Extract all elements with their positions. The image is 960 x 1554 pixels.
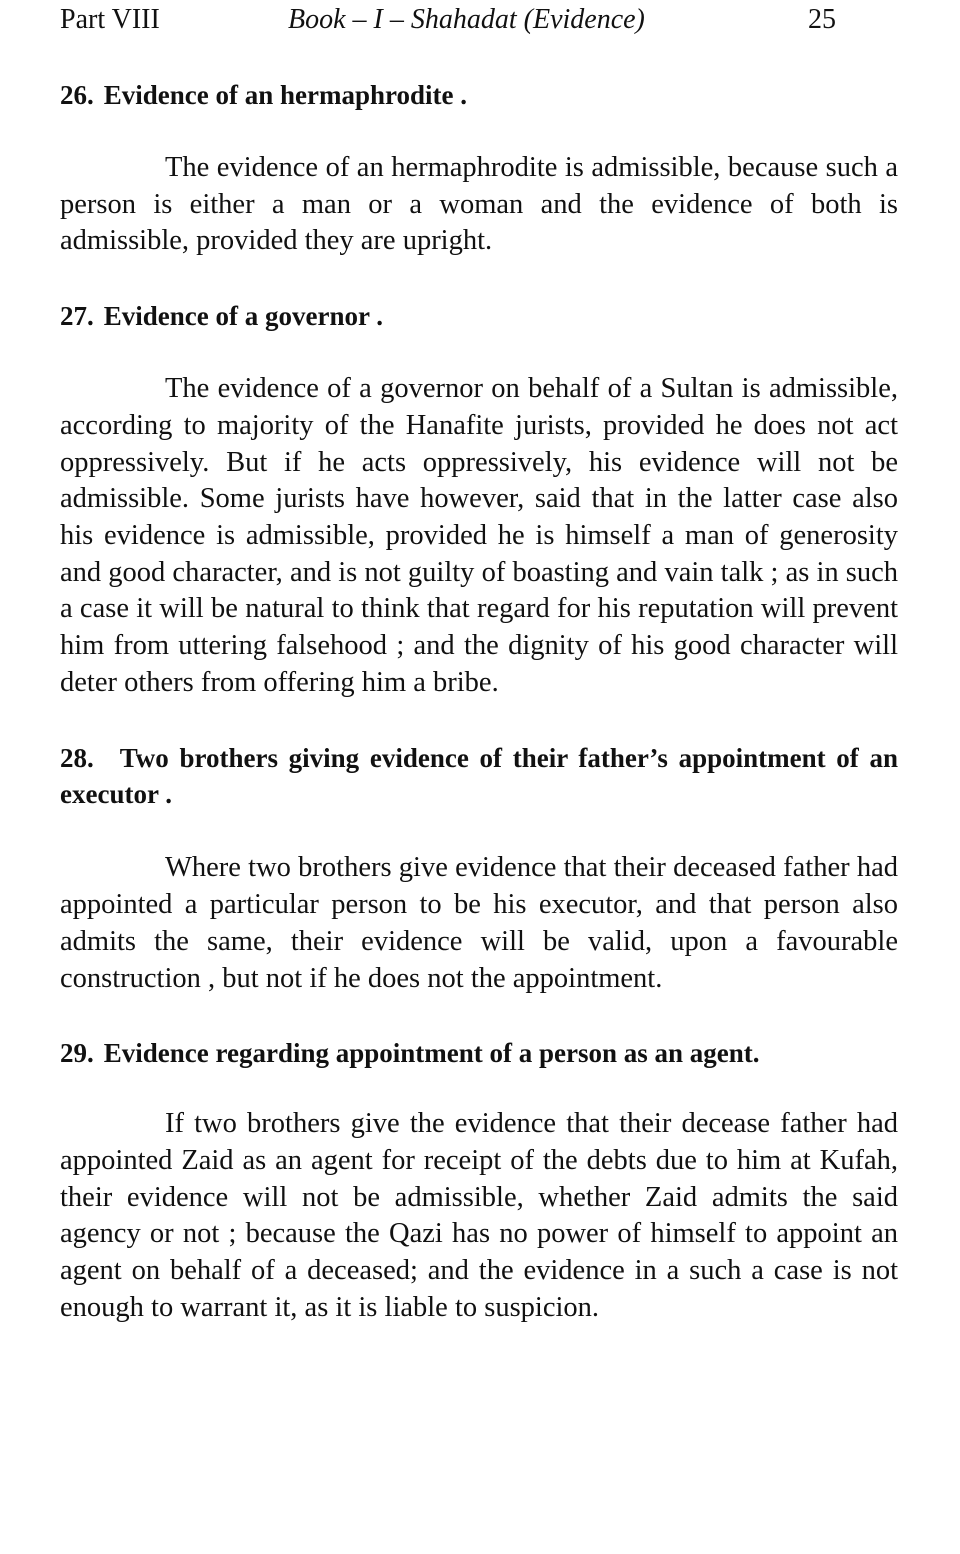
section-title: Two brothers giving evidence of their father’s appointment of an executor . [60,743,898,810]
section-paragraph: Where two brothers give evidence that their deceased father had appointed a particular person to be his executor, and that person also admits the same, their evidence will be valid, upon a favourable construction , but not if he does not the appointment. [60,852,898,994]
section-28 [60,740,898,997]
running-header [60,0,898,44]
section-26 [60,77,898,260]
section-paragraph: The evidence of a governor on behalf of a Sultan is admissible, according to majority of the Hanafite jurists, provided he does not act oppressively. But if he acts oppressively, his evidence will not be admissible. Some jurists have however, said that in the latter case also his evidence is admissible, provided he is himself a man of generosity and good character, and is not guilty of boasting and vain talk ; as in such a case it will be natural to think that regard for his reputation will prevent him from uttering falsehood ; and the dignity of his good character will deter others from offering him a bribe. [60,373,898,698]
book-title: Book – I – Shahadat (Evidence) [288,4,645,35]
section-title: Evidence of an hermaphrodite . [103,80,467,110]
document-page [60,0,898,1326]
section-heading [60,740,898,812]
section-paragraph: The evidence of an hermaphrodite is admissible, because such a person is either a man or a woman and the evidence of both is admissible, provided they are upright. [60,152,898,257]
section-29 [60,1035,898,1326]
section-heading [60,1035,898,1071]
page-number: 25 [808,4,836,35]
section-number: 27. [60,301,94,332]
section-heading [60,298,898,334]
section-title: Evidence of a governor . [103,301,383,332]
section-title: Evidence regarding appointment of a person as an agent. [103,1038,760,1069]
section-paragraph: If two brothers give the evidence that their decease father had appointed Zaid as an agent for receipt of the debts due to him at Kufah, their evidence will not be admissible, whether Zaid admits the said agency or not ; because the Qazi has no power of himself to appoint an agent on behalf of a deceased; and the evidence in a such a case is not enough to warrant it, as it is liable to suspicion. [60,1108,898,1323]
section-27 [60,298,898,701]
part-label: Part VIII [60,4,160,35]
section-heading [60,77,898,113]
section-number: 29. [60,1038,94,1069]
section-number: 26. [60,80,94,110]
section-number: 28. [60,743,94,774]
